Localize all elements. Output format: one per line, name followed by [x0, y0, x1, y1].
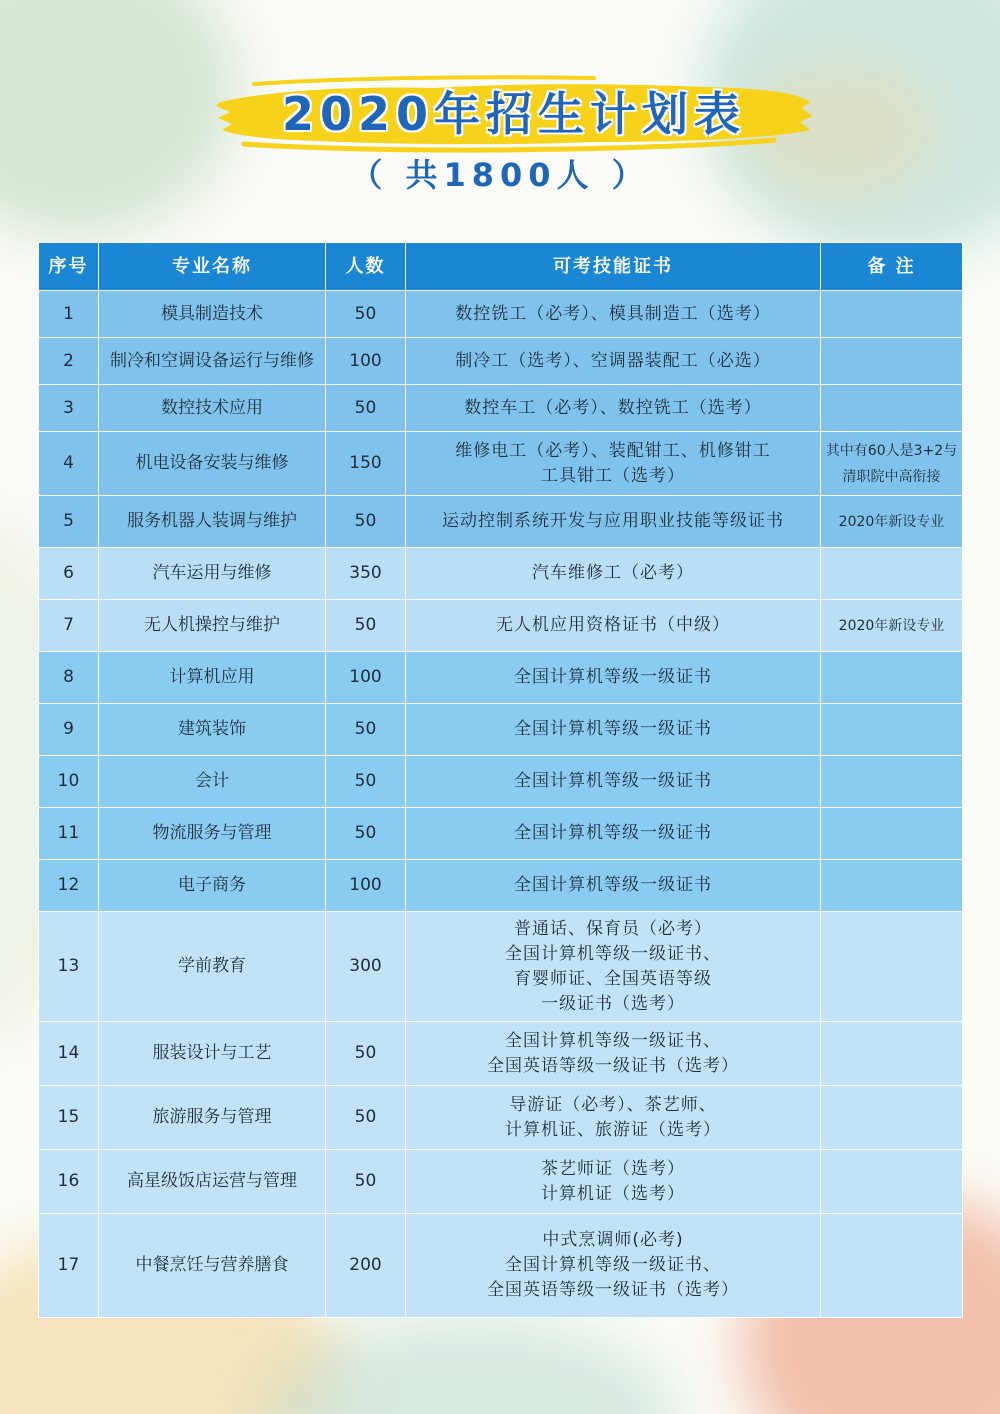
major-name: 汽车运用与维修: [99, 548, 326, 600]
table-row: [39, 291, 963, 338]
table-row: [39, 912, 963, 1022]
cert-list: 中式烹调师(必考) 全国计算机等级一级证书、 全国英语等级一级证书（选考）: [406, 1214, 821, 1318]
row-number: 17: [39, 1214, 99, 1318]
table-row: [39, 808, 963, 860]
enroll-count: 300: [326, 912, 406, 1022]
major-name: 计算机应用: [99, 652, 326, 704]
row-number: 1: [39, 291, 99, 338]
table-row: [39, 1022, 963, 1086]
enroll-count: 350: [326, 548, 406, 600]
cert-list: 运动控制系统开发与应用职业技能等级证书: [406, 496, 821, 548]
major-name: 制冷和空调设备运行与维修: [99, 338, 326, 385]
remark: [821, 860, 963, 912]
remark: 2020年新设专业: [821, 496, 963, 548]
remark: [821, 756, 963, 808]
table-row: [39, 652, 963, 704]
row-number: 14: [39, 1022, 99, 1086]
cert-list: 茶艺师证（选考） 计算机证（选考）: [406, 1150, 821, 1214]
enrollment-plan-table: [38, 242, 963, 1318]
remark: [821, 652, 963, 704]
table-row: [39, 860, 963, 912]
remark: [821, 808, 963, 860]
enroll-count: 50: [326, 1022, 406, 1086]
table-row: [39, 600, 963, 652]
row-number: 13: [39, 912, 99, 1022]
major-name: 会计: [99, 756, 326, 808]
row-number: 7: [39, 600, 99, 652]
cert-list: 数控车工（必考）、数控铣工（选考）: [406, 385, 821, 432]
remark: 其中有60人是3+2与 清职院中高衔接: [821, 432, 963, 496]
total-subtitle: （ 共1800人 ）: [350, 156, 650, 194]
cert-list: 全国计算机等级一级证书: [406, 860, 821, 912]
row-number: 5: [39, 496, 99, 548]
enroll-count: 50: [326, 704, 406, 756]
cert-list: 汽车维修工（必考）: [406, 548, 821, 600]
major-name: 旅游服务与管理: [99, 1086, 326, 1150]
row-number: 10: [39, 756, 99, 808]
enroll-count: 50: [326, 291, 406, 338]
remark: [821, 548, 963, 600]
remark: [821, 1150, 963, 1214]
major-name: 高星级饭店运营与管理: [99, 1150, 326, 1214]
row-number: 8: [39, 652, 99, 704]
table-header-row: [39, 243, 963, 291]
header-cert: 可考技能证书: [406, 243, 821, 291]
cert-list: 导游证（必考）、茶艺师、 计算机证、旅游证（选考）: [406, 1086, 821, 1150]
cert-list: 全国计算机等级一级证书: [406, 756, 821, 808]
major-name: 机电设备安装与维修: [99, 432, 326, 496]
major-name: 物流服务与管理: [99, 808, 326, 860]
enroll-count: 50: [326, 385, 406, 432]
major-name: 模具制造技术: [99, 291, 326, 338]
row-number: 16: [39, 1150, 99, 1214]
cert-list: 全国计算机等级一级证书: [406, 704, 821, 756]
table-row: [39, 704, 963, 756]
enroll-count: 50: [326, 1150, 406, 1214]
table-row: [39, 338, 963, 385]
header-count: 人数: [326, 243, 406, 291]
remark: [821, 291, 963, 338]
major-name: 服装设计与工艺: [99, 1022, 326, 1086]
table-row: [39, 548, 963, 600]
row-number: 9: [39, 704, 99, 756]
cert-list: 数控铣工（必考）、模具制造工（选考）: [406, 291, 821, 338]
enroll-count: 50: [326, 600, 406, 652]
header-no: 序号: [39, 243, 99, 291]
enroll-count: 100: [326, 860, 406, 912]
enroll-count: 200: [326, 1214, 406, 1318]
major-name: 无人机操控与维护: [99, 600, 326, 652]
table-row: [39, 1150, 963, 1214]
remark: [821, 1214, 963, 1318]
remark: [821, 1086, 963, 1150]
remark: [821, 338, 963, 385]
cert-list: 维修电工（必考）、装配钳工、机修钳工 工具钳工（选考）: [406, 432, 821, 496]
remark: [821, 704, 963, 756]
table-row: [39, 432, 963, 496]
remark: [821, 1022, 963, 1086]
cert-list: 全国计算机等级一级证书: [406, 652, 821, 704]
enroll-count: 50: [326, 808, 406, 860]
row-number: 4: [39, 432, 99, 496]
cert-list: 无人机应用资格证书（中级）: [406, 600, 821, 652]
table-row: [39, 385, 963, 432]
row-number: 3: [39, 385, 99, 432]
table-row: [39, 1086, 963, 1150]
major-name: 数控技术应用: [99, 385, 326, 432]
enroll-count: 50: [326, 496, 406, 548]
title-banner: [214, 72, 814, 156]
row-number: 2: [39, 338, 99, 385]
major-name: 服务机器人装调与维护: [99, 496, 326, 548]
row-number: 15: [39, 1086, 99, 1150]
major-name: 学前教育: [99, 912, 326, 1022]
major-name: 中餐烹饪与营养膳食: [99, 1214, 326, 1318]
header-major: 专业名称: [99, 243, 326, 291]
major-name: 建筑装饰: [99, 704, 326, 756]
enroll-count: 50: [326, 1086, 406, 1150]
header-note: 备 注: [821, 243, 963, 291]
table-row: [39, 496, 963, 548]
enroll-count: 100: [326, 652, 406, 704]
page-title: 2020年招生计划表: [281, 87, 747, 141]
remark: [821, 385, 963, 432]
table-row: [39, 1214, 963, 1318]
row-number: 11: [39, 808, 99, 860]
table-row: [39, 756, 963, 808]
enroll-count: 100: [326, 338, 406, 385]
enroll-count: 150: [326, 432, 406, 496]
row-number: 12: [39, 860, 99, 912]
row-number: 6: [39, 548, 99, 600]
major-name: 电子商务: [99, 860, 326, 912]
cert-list: 制冷工（选考）、空调器装配工（必选）: [406, 338, 821, 385]
remark: [821, 912, 963, 1022]
cert-list: 普通话、保育员（必考） 全国计算机等级一级证书、 育婴师证、全国英语等级 一级证书（选考）: [406, 912, 821, 1022]
cert-list: 全国计算机等级一级证书、 全国英语等级一级证书（选考）: [406, 1022, 821, 1086]
remark: 2020年新设专业: [821, 600, 963, 652]
enroll-count: 50: [326, 756, 406, 808]
cert-list: 全国计算机等级一级证书: [406, 808, 821, 860]
